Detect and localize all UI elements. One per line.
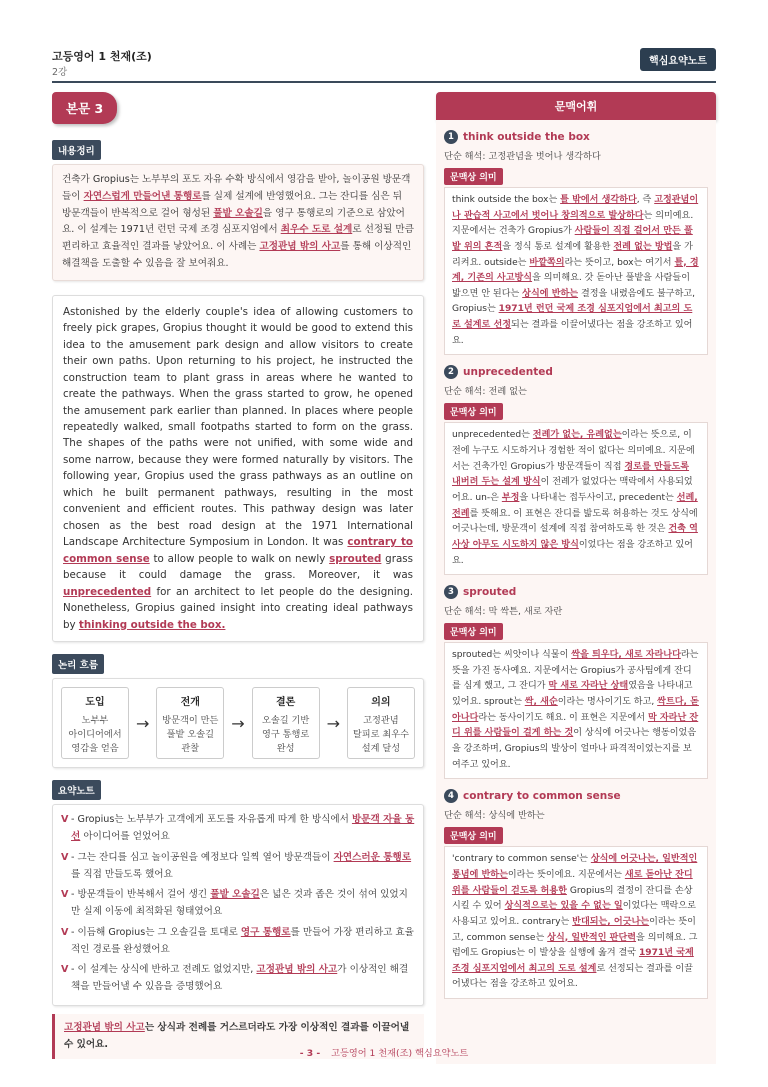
flow-step-desc: 오솔길 기반 영구 통행로 완성 <box>261 715 310 754</box>
check-mark-icon: V <box>61 889 69 901</box>
flow-step-conclusion <box>252 687 320 759</box>
flow-step-intro <box>61 687 129 759</box>
context-tag: 문맥상 의미 <box>444 403 503 420</box>
note-item <box>61 811 415 846</box>
note-item <box>61 924 415 959</box>
highlighted-phrase: contrary to common sense <box>63 536 414 565</box>
summary-text: 건축가 Gropius는 노부부의 포도 자유 수확 방식에서 영감을 받아, 놀이공원 방문객들이 자연스럽게 만들어낸 통행로를 실제 설계에 반영했어요. 그는 잔디를 심은 뒤 방문객들이 반복적으로 걸어 형성된 풀밭 오솔길을 영구 통행로의 기준으로 삼았어요. 이 설계는 1971년 런던 국제 조경 심포지엄에서 최우수 도로 설계로 선정될 만큼 편리하고 효율적인 결과를 낳았어요. 이 사례는 고정관념 밖의 사고를 통해 이상적인 해결책을 도출할 수 있음을 잘 보여줘요. <box>62 174 414 269</box>
note-item <box>61 961 415 996</box>
highlighted-phrase: 상식, 일반적인 판단력 <box>547 932 637 943</box>
highlighted-phrase: 전례가 없는, 유례없는 <box>532 430 622 441</box>
highlighted-phrase: 자연스럽게 만들어낸 통행로 <box>83 190 202 202</box>
highlighted-phrase: 최우수 도로 설계 <box>280 224 353 236</box>
check-mark-icon: V <box>61 926 69 938</box>
footer-text: 고등영어 1 천재(조) 핵심요약노트 <box>331 1048 469 1059</box>
flow-tag: 논리 흐름 <box>52 654 104 674</box>
highlighted-phrase: 방문객 자율 동선 <box>71 814 415 843</box>
logic-flow <box>52 678 424 768</box>
context-tag: 문맥상 의미 <box>444 168 503 185</box>
flow-step-significance <box>347 687 415 759</box>
header-subtitle: 2강 <box>52 67 68 78</box>
vocab-item <box>444 789 708 999</box>
highlighted-phrase: 싹, 새순 <box>524 697 558 708</box>
flow-step-title: 전개 <box>180 697 200 709</box>
highlighted-phrase: 막 자라난 잔디 위를 사람들이 걸게 하는 것 <box>452 712 699 739</box>
flow-step-desc: 노부부 아이디어에서 영감을 얻음 <box>68 715 122 754</box>
highlighted-phrase: 싹트다, 돋아나다 <box>452 697 699 723</box>
context-tag: 문맥상 의미 <box>444 623 503 640</box>
note-text: - 이 설계는 상식에 반하고 전례도 없었지만, 고정관념 밖의 사고가 이상적인 해결책을 만들어낼 수 있음을 증명했어요 <box>71 964 409 993</box>
highlighted-phrase: 틀 밖에서 생각하다 <box>560 195 637 205</box>
vocab-header: 문맥어휘 <box>436 92 716 120</box>
flow-step-desc: 고정관념 탈피로 최우수 설계 달성 <box>352 715 410 754</box>
simple-meaning: 단순 해석: 전례 없는 <box>444 386 527 398</box>
note-text: - Gropius는 노부부가 고객에게 포도를 자유롭게 따게 한 방식에서 방문객 자율 동선 아이디어를 얻었어요 <box>71 814 415 843</box>
highlighted-phrase: 고정관념 밖의 사고 <box>64 1021 145 1033</box>
context-meaning: sprouted는 씨앗이나 식물이 싹을 틔우다, 새로 자라나다라는 뜻을 가진 동사예요. 지문에서는 Gropius가 공사팀에게 잔디를 심게 했고, 그 잔디가 막 새로 자라난 상태였음을 나타내고 있어요. sprout는 싹, 새순이라는 명사이기도 하고, 싹트다, 돋아나다라는 동사이기도 해요. 이 표현은 지문에서 막 자라난 잔디 위를 사람들이 걸게 하는 것이 상식에 어긋나는 행동이었음을 강조하며, Gropius의 발상이 얼마나 파격적이었는지를 보여주고 있어요. <box>444 642 708 779</box>
highlighted-phrase: 자연스러운 통행로 <box>333 851 412 863</box>
header-divider <box>52 81 716 83</box>
note-text: - 그는 잔디를 심고 놀이공원을 예정보다 일찍 열어 방문객들이 자연스러운 통행로를 직접 만들도록 했어요 <box>71 851 412 880</box>
note-text: - 방문객들이 반복해서 걸어 생긴 풀밭 오솔길은 넓은 것과 좁은 것이 섞여 있었지만 실제 이동에 최적화된 형태였어요 <box>71 889 408 918</box>
summary-tag: 내용정리 <box>52 140 101 160</box>
number-badge: 2 <box>444 365 458 379</box>
highlighted-phrase: 싹을 틔우다, 새로 자라나다 <box>571 650 681 661</box>
highlighted-phrase: 틀, 경계, 기존의 사고방식 <box>452 257 699 284</box>
flow-step-title: 결론 <box>275 697 296 709</box>
highlighted-phrase: 상식에 반하는 <box>522 288 579 299</box>
arrow-right-icon: → <box>231 713 245 733</box>
key-takeaway-text: 고정관념 밖의 사고는 상식과 전례를 거스르더라도 가장 이상적인 결과를 이끌어낼 수 있어요. <box>64 1021 410 1050</box>
number-badge: 1 <box>444 130 458 144</box>
arrow-right-icon: → <box>135 713 150 733</box>
check-mark-icon: V <box>61 814 69 826</box>
simple-meaning: 단순 해석: 고정관념을 벗어나 생각하다 <box>444 151 601 162</box>
context-meaning: 'contrary to common sense'는 상식에 어긋나는, 일반적인 통념에 반하는이라는 뜻이에요. 지문에서는 새로 돋아난 잔디 위를 사람들이 걷도록 허용한 Gropius의 결정이 잔디를 손상시킬 수 있어 상식적으로는 있을 수 없는 일이었다는 맥락으로 사용되고 있어요. contrary는 반대되는, 어긋나는이라는 뜻이고, common sense는 상식, 일반적인 판단력을 의미해요. 그럼에도 Gropius는 이 발상을 실행에 옮겨 결국 1971년 국제 조경 심포지엄에서 최고의 도로 설계로 선정되는 결과를 이끌어냈다는 점을 강조하고 있어요. <box>444 846 708 999</box>
highlighted-phrase: 고정관념 밖의 사고 <box>256 964 338 976</box>
vocab-word: contrary to common sense <box>463 790 621 803</box>
page-footer <box>0 1045 768 1059</box>
vocab-word: sprouted <box>463 586 517 599</box>
context-tag: 문맥상 의미 <box>444 827 503 844</box>
highlighted-phrase: 반대되는, 어긋나는 <box>572 916 650 927</box>
highlighted-phrase: 고정관념이나 관습적 사고에서 벗어나 창의적으로 발상하다 <box>452 195 699 221</box>
highlighted-phrase: 새로 돋아난 잔디 위를 사람들이 걷도록 허용한 <box>452 869 693 896</box>
notes-tag: 요약노트 <box>52 780 101 800</box>
section-badge: 본문 3 <box>52 92 117 124</box>
highlighted-phrase: 상식에 어긋나는, 일반적인 통념에 반하는 <box>452 854 698 880</box>
vocab-item <box>444 130 708 355</box>
vocab-item <box>444 365 708 575</box>
simple-meaning: 단순 해석: 막 싹튼, 새로 자란 <box>444 606 563 618</box>
vocab-body <box>436 120 716 1064</box>
highlighted-phrase: 막 새로 자라난 상태 <box>548 681 629 692</box>
highlighted-phrase: 풀밭 오솔길 <box>210 889 260 901</box>
check-mark-icon: V <box>61 851 69 863</box>
vocab-panel <box>436 92 716 1064</box>
highlighted-phrase: unprecedented <box>63 585 152 598</box>
highlighted-phrase: 1971년 런던 국제 조경 심포지엄에서 최고의 도로 설계로 선정 <box>452 304 693 331</box>
page-number: - 3 - <box>299 1048 321 1059</box>
highlighted-phrase: 바깥쪽의 <box>529 257 565 268</box>
highlighted-phrase: thinking outside the box. <box>78 618 226 631</box>
highlighted-phrase: sprouted <box>329 552 382 565</box>
highlighted-phrase: 경로를 만들도록 내버려 두는 설계 방식 <box>452 461 690 488</box>
passage-text: Astonished by the elderly couple's idea of allowing customers to freely pick grapes, Gropius thought it would be good to extend this idea to the amusement park design and allow visitors to create their own paths. Upon returning to his project, he instructed the construction team to plant grass in areas where he wanted to create the pathways. When the grass started to grow, he opened the amusement park earlier than planned. In places where people repeatedly walked, small footpaths started to form on the grass. The shapes of the paths were not unified, with some wide and some narrow, because they were formed naturally by visitors. The following year, Gropius used the grass pathways as an outline on which he built permanent pathways, resulting in the most convenient and efficient routes. This pathway design was later chosen as the best road design at the 1971 International Landscape Architecture Symposium in London. It was contrary to common sense to allow people to walk on newly sprouted grass because it could damage the grass. Moreover, it was unprecedented for an architect to let people do the designing. Nonetheless, Gropius gained insight into creating ideal pathways by thinking outside the box. <box>63 305 414 631</box>
simple-meaning: 단순 해석: 상식에 반하는 <box>444 810 545 822</box>
highlighted-phrase: 고정관념 밖의 사고 <box>259 241 341 253</box>
highlighted-phrase: 사람들이 직접 걸어서 만든 풀밭 위의 흔적 <box>452 226 693 252</box>
header-title: 고등영어 1 천재(조) <box>52 50 152 63</box>
flow-step-development <box>156 687 224 759</box>
vocab-item <box>444 585 708 779</box>
highlighted-phrase: 선례, 전례 <box>452 492 698 519</box>
vocab-word: unprecedented <box>463 366 553 379</box>
check-mark-icon: V <box>61 964 69 976</box>
highlighted-phrase: 풀밭 오솔길 <box>213 207 263 219</box>
context-meaning: unprecedented는 전례가 없는, 유례없는이라는 뜻으로, 이전에 누구도 시도하거나 경험한 적이 없다는 의미예요. 지문에서는 건축가인 Gropius가 방문객들이 직접 경로를 만들도록 내버려 두는 설계 방식이 전례가 없었다는 맥락에서 사용되었어요. un-은 부정을 나타내는 접두사이고, precedent는 선례, 전례를 뜻해요. 이 표현은 잔디를 밟도록 허용하는 것도 상식에 어긋나는데, 방문객이 설계에 직접 참여하도록 한 것은 건축 역사상 아무도 시도하지 않은 방식이었다는 점을 강조하고 있어요. <box>444 422 708 575</box>
highlighted-phrase: 전례 없는 방법 <box>613 241 673 252</box>
flow-step-title: 의의 <box>371 697 391 709</box>
context-meaning: think outside the box는 틀 밖에서 생각하다, 즉 고정관념이나 관습적 사고에서 벗어나 창의적으로 발상하다는 의미예요. 지문에서는 건축가 Gropius가 사람들이 직접 걸어서 만든 풀밭 위의 흔적을 정식 통로 설계에 활용한 전례 없는 방법을 가리켜요. outside는 바깥쪽의라는 뜻이고, box는 여기서 틀, 경계, 기존의 사고방식을 의미해요. 갓 돋아난 풀밭을 사람들이 밟으면 안 된다는 상식에 반하는 결정을 내렸음에도 불구하고, Gropius는 1971년 런던 국제 조경 심포지엄에서 최고의 도로 설계로 선정되는 결과를 이끌어냈다는 점을 강조하고 있어요. <box>444 187 708 355</box>
flow-step-desc: 방문객이 만든 풀밭 오솔길 관찰 <box>162 715 219 754</box>
highlighted-phrase: 건축 역사상 아무도 시도하지 않은 방식 <box>452 524 698 550</box>
highlighted-phrase: 상식적으로는 있을 수 없는 일 <box>504 901 623 912</box>
passage-box <box>52 295 424 642</box>
arrow-right-icon: → <box>326 713 340 733</box>
summary-box <box>52 164 424 281</box>
highlighted-phrase: 부정 <box>501 492 520 503</box>
summary-notes <box>52 804 424 1006</box>
left-column <box>52 92 424 1059</box>
note-item <box>61 849 415 884</box>
highlighted-phrase: 1971년 국제 조경 심포지엄에서 최고의 도로 설계 <box>452 948 694 974</box>
note-item <box>61 886 415 921</box>
header-badge: 핵심요약노트 <box>640 48 716 71</box>
number-badge: 4 <box>444 789 458 803</box>
vocab-word: think outside the box <box>463 131 590 143</box>
flow-step-title: 도입 <box>85 697 105 709</box>
note-text: - 이듬해 Gropius는 그 오솔길을 토대로 영구 통행로를 만들어 가장 편리하고 효율적인 경로를 완성했어요 <box>71 926 414 955</box>
number-badge: 3 <box>444 585 458 599</box>
highlighted-phrase: 영구 통행로 <box>240 926 291 938</box>
